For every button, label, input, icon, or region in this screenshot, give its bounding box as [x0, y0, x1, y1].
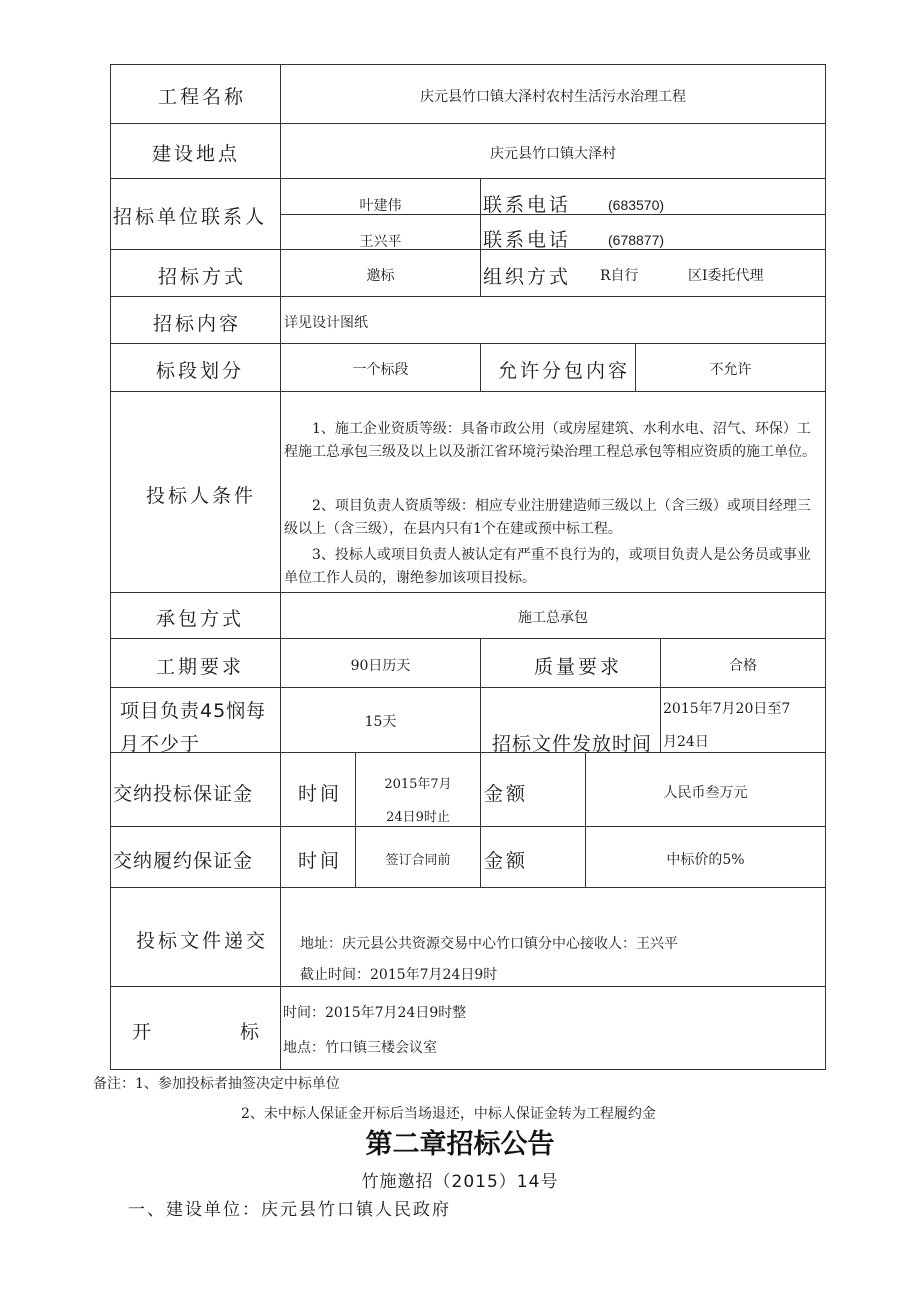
sections-value: 一个标段 — [352, 362, 409, 378]
sections-label: 标段划分 — [156, 360, 245, 382]
col-divider — [280, 752, 281, 888]
table-border-bottom — [110, 1069, 826, 1070]
bidder-condition-3: 3、投标人或项目负责人被认定有严重不良行为的，或项目负责人是公务员或事业单位工作人员的，谢绝参加该项目投标。 — [284, 547, 811, 586]
perf-bond-amount-label: 金额 — [484, 850, 529, 872]
col-divider — [480, 178, 481, 296]
contact-label: 招标单位联系人 — [113, 206, 268, 228]
method-label: 招标方式 — [158, 266, 247, 288]
contact-phone-label-2: 联系电话 — [483, 229, 572, 251]
perf-bond-time-value: 签订合同前 — [385, 853, 451, 868]
contact-phone-2: (678877) — [608, 232, 665, 248]
org-option-self: R自行 — [600, 268, 639, 284]
row-divider — [110, 296, 826, 297]
contact-name-2: 王兴平 — [359, 234, 402, 250]
manager-value: 15天 — [364, 714, 397, 730]
content-value: 详见设计图纸 — [284, 315, 368, 331]
bidder-condition-1: 1、施工企业资质等级：具备市政公用（或房屋建筑、水利水电、沼气、环保）工程施工总承包三级及以上以及浙江省环境污染治理工程总承包等相应资质的施工单位。 — [284, 421, 816, 460]
row-divider — [110, 986, 826, 987]
row-divider — [110, 687, 826, 688]
bidder-conditions-label: 投标人条件 — [146, 485, 257, 507]
content-label: 招标内容 — [153, 313, 242, 335]
doc-issue-label: 招标文件发放时间 — [492, 733, 653, 755]
project-name-value: 庆元县竹口镇大泽村农村生活污水治理工程 — [420, 89, 686, 105]
row-divider — [110, 592, 826, 593]
row-divider — [110, 123, 826, 124]
manager-label-line1: 项目负责45悯每 — [120, 700, 267, 722]
contract-value: 施工总承包 — [518, 610, 588, 626]
quality-label: 质量要求 — [534, 656, 623, 678]
opening-label-a: 开 — [132, 1021, 155, 1043]
bid-bond-label: 交纳投标保证金 — [113, 783, 254, 805]
row-divider — [110, 752, 826, 753]
col-divider — [280, 64, 281, 753]
chapter-item-1: 一、建设单位：庆元县竹口镇人民政府 — [128, 1200, 451, 1220]
col-divider — [480, 343, 481, 391]
opening-time: 时间：2015年7月24日9时整 — [283, 1005, 467, 1021]
location-value: 庆元县竹口镇大泽村 — [490, 146, 616, 162]
submission-label: 投标文件递交 — [136, 930, 269, 952]
org-option-agent: 区I委托代理 — [688, 268, 764, 284]
contact-phone-label-1: 联系电话 — [483, 194, 572, 216]
bid-bond-amount-label: 金额 — [484, 783, 529, 805]
perf-bond-time-label: 时间 — [298, 850, 343, 872]
contract-label: 承包方式 — [156, 608, 245, 630]
quality-value: 合格 — [729, 658, 757, 674]
doc-issue-value-line2: 月24日 — [663, 734, 709, 750]
col-divider — [480, 826, 481, 888]
table-border-top — [110, 64, 826, 65]
bid-bond-time-line1: 2015年7月 — [384, 777, 452, 792]
row-divider — [110, 343, 826, 344]
subcontract-value: 不允许 — [709, 362, 752, 378]
table-border-left — [110, 64, 111, 1070]
row-divider — [110, 178, 826, 179]
contact-name-1: 叶建伟 — [359, 198, 402, 214]
bid-bond-time-label: 时间 — [298, 783, 343, 805]
project-name-label: 工程名称 — [158, 86, 247, 108]
row-divider — [110, 826, 826, 827]
note-2: 2、未中标人保证金开标后当场退还，中标人保证金转为工程履约金 — [241, 1106, 656, 1122]
bidder-condition-2: 2、项目负责人资质等级：相应专业注册建造师三级以上（含三级）或项目经理三级以上（含三级），在县内只有1个在建或预中标工程。 — [284, 498, 811, 537]
duration-value: 90日历天 — [350, 658, 411, 674]
subcontract-label: 允许分包内容 — [498, 360, 631, 382]
chapter-title: 第二章招标公告 — [365, 1129, 555, 1160]
note-1: 备注：1、参加投标者抽签决定中标单位 — [93, 1076, 340, 1092]
submission-address: 地址：庆元县公共资源交易中心竹口镇分中心接收人：王兴平 — [300, 936, 678, 952]
row-divider — [110, 391, 826, 392]
manager-label-line2: 月不少于 — [120, 733, 201, 755]
duration-label: 工期要求 — [156, 656, 245, 678]
bid-bond-amount-value: 人民币叁万元 — [663, 785, 748, 801]
row-divider — [110, 638, 826, 639]
row-divider — [110, 887, 826, 888]
chapter-number: 竹施邀招（2015）14号 — [361, 1172, 559, 1192]
opening-place: 地点：竹口镇三楼会议室 — [283, 1040, 437, 1056]
perf-bond-label: 交纳履约保证金 — [113, 850, 254, 872]
perf-bond-amount-value: 中标价的5% — [666, 852, 745, 868]
contact-phone-1: (683570) — [608, 197, 665, 213]
location-label: 建设地点 — [152, 143, 241, 165]
col-divider — [480, 638, 481, 826]
bid-bond-time-line2: 24日9时止 — [386, 810, 450, 825]
doc-issue-value-line1: 2015年7月20日至7 — [663, 701, 791, 717]
submission-deadline: 截止时间：2015年7月24日9时 — [300, 967, 498, 983]
col-divider — [280, 887, 281, 1070]
method-value: 邀标 — [366, 268, 395, 284]
opening-label-b: 标 — [240, 1021, 263, 1043]
org-method-label: 组织方式 — [483, 266, 572, 288]
